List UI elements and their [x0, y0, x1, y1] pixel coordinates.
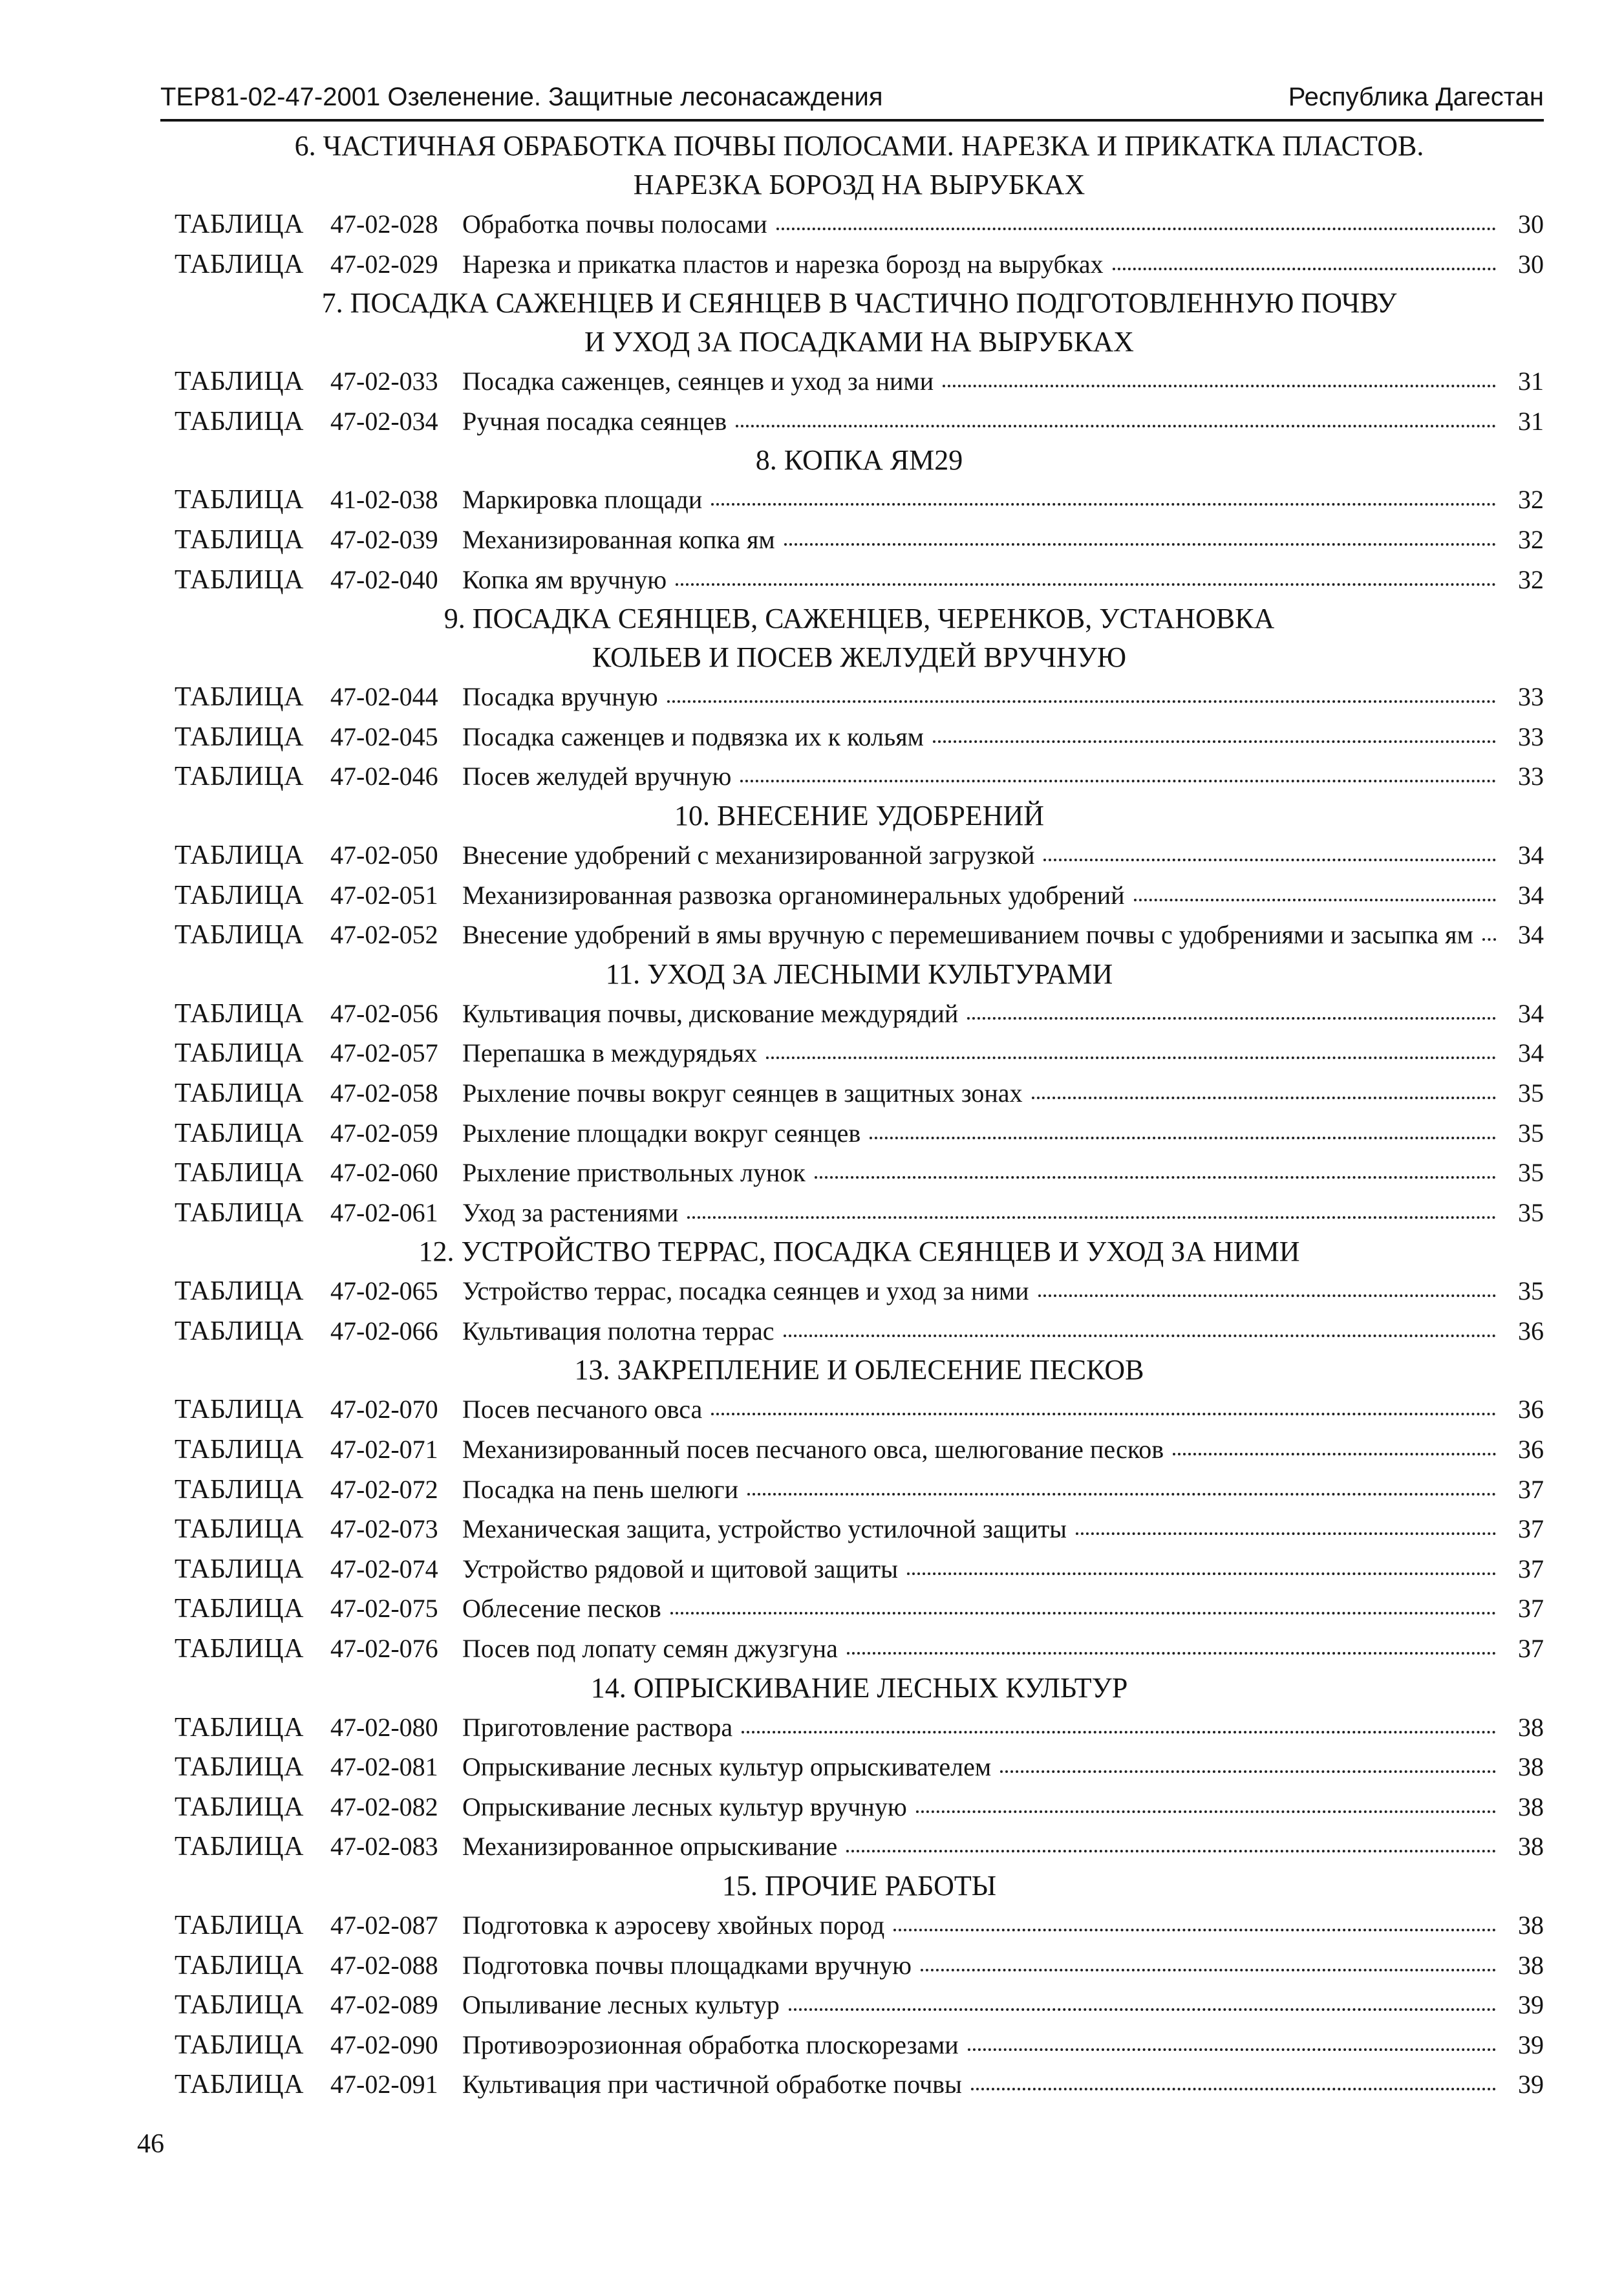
entry-table-code: 47-02-056	[330, 998, 438, 1028]
entry-table-code: 47-02-081	[330, 1752, 438, 1782]
entry-title-cell	[462, 1113, 1505, 1153]
entry-label: ТАБЛИЦА	[175, 1078, 304, 1108]
dot-leader	[1113, 266, 1496, 270]
toc-entry	[175, 756, 1544, 797]
entry-page-number: 34	[1518, 998, 1544, 1028]
entry-page-number: 39	[1518, 2030, 1544, 2059]
entry-label: ТАБЛИЦА	[175, 2070, 304, 2100]
entry-page-number: 37	[1518, 1594, 1544, 1624]
entry-title-cell	[462, 915, 1505, 955]
entry-title-cell	[462, 2025, 1505, 2065]
dot-leader	[676, 582, 1496, 586]
section-heading-line: НАРЕЗКА БОРОЗД НА ВЫРУБКАХ	[633, 169, 1085, 200]
dot-leader	[789, 2007, 1496, 2011]
entry-label: ТАБЛИЦА	[175, 1316, 304, 1346]
entry-page-number: 36	[1518, 1395, 1544, 1424]
entry-page-number: 34	[1518, 920, 1544, 950]
entry-title-cell	[462, 1827, 1505, 1867]
entry-table-code: 47-02-050	[330, 840, 438, 870]
toc-entry	[175, 1470, 1544, 1510]
toc-entry	[175, 875, 1544, 916]
dot-leader	[1173, 1452, 1496, 1455]
entry-title: Механическая защита, устройство устилочной защиты	[462, 1514, 1067, 1544]
entry-title-cell	[462, 1787, 1505, 1827]
entry-title: Механизированная копка ям	[462, 524, 775, 554]
entry-table-code: 47-02-075	[330, 1594, 438, 1624]
entry-page-number: 34	[1518, 880, 1544, 910]
entry-title: Культивация при частичной обработке почвы	[462, 2070, 962, 2099]
entry-title: Рыхление площадки вокруг сеянцев	[462, 1118, 861, 1148]
toc-entry	[175, 204, 1544, 244]
entry-title-cell	[462, 1708, 1505, 1748]
entry-title: Посев желудей вручную	[462, 762, 732, 791]
entry-table-code: 47-02-083	[330, 1832, 438, 1861]
entry-page-number: 37	[1518, 1634, 1544, 1664]
entry-title-cell	[462, 520, 1505, 560]
entry-title: Опрыскивание лесных культур вручную	[462, 1792, 907, 1821]
entry-title-cell	[462, 875, 1505, 916]
entry-label: ТАБЛИЦА	[175, 564, 304, 595]
dot-leader	[670, 1611, 1496, 1614]
entry-table-code: 47-02-046	[330, 762, 438, 791]
entry-title-cell	[462, 2065, 1505, 2105]
entry-table-code: 47-02-065	[330, 1276, 438, 1306]
entry-page-number: 35	[1518, 1118, 1544, 1148]
dot-leader	[933, 739, 1496, 743]
section-heading-line: 9. ПОСАДКА СЕЯНЦЕВ, САЖЕНЦЕВ, ЧЕРЕНКОВ, УСТАНОВКА	[443, 603, 1275, 635]
entry-table-code: 47-02-076	[330, 1634, 438, 1664]
toc-entry	[175, 1509, 1544, 1549]
entry-table-code: 47-02-066	[330, 1316, 438, 1346]
entry-title: Посадка на пень шелюги	[462, 1474, 738, 1504]
entry-title-cell	[462, 244, 1505, 284]
dot-leader	[1000, 1769, 1496, 1773]
dot-leader	[687, 1215, 1496, 1219]
entry-table-code: 47-02-074	[330, 1554, 438, 1583]
toc-entry	[175, 402, 1544, 442]
entry-table-code: 47-02-072	[330, 1474, 438, 1504]
entry-title: Посадка вручную	[462, 682, 658, 712]
section-heading	[175, 955, 1544, 994]
entry-label: ТАБЛИЦА	[175, 1712, 304, 1743]
entry-title: Внесение удобрений в ямы вручную с перемешиванием почвы с удобрениями и засыпка ям	[462, 920, 1473, 950]
entry-title-cell	[462, 717, 1505, 757]
entry-label: ТАБЛИЦА	[175, 406, 304, 436]
entry-page-number: 35	[1518, 1078, 1544, 1108]
entry-title: Перепашка в междурядьях	[462, 1038, 758, 1068]
toc-entry	[175, 677, 1544, 717]
entry-title: Посадка саженцев, сеянцев и уход за ними	[462, 367, 934, 396]
entry-page-number: 38	[1518, 1792, 1544, 1821]
entry-title-cell	[462, 560, 1505, 600]
table-of-contents	[175, 127, 1544, 2105]
entry-label: ТАБЛИЦА	[175, 1990, 304, 2021]
entry-page-number: 38	[1518, 1712, 1544, 1742]
entry-page-number: 37	[1518, 1514, 1544, 1544]
entry-title-cell	[462, 1549, 1505, 1589]
entry-page-number: 32	[1518, 524, 1544, 554]
entry-label: ТАБЛИЦА	[175, 485, 304, 515]
entry-title-cell	[462, 1905, 1505, 1946]
entry-title: Опрыскивание лесных культур опрыскивателем	[462, 1752, 992, 1782]
entry-label: ТАБЛИЦА	[175, 524, 304, 555]
entry-title-cell	[462, 1193, 1505, 1233]
section-heading	[175, 1669, 1544, 1708]
toc-entry	[175, 994, 1544, 1034]
entry-table-code: 47-02-089	[330, 1990, 438, 2020]
toc-entry	[175, 560, 1544, 600]
entry-table-code: 47-02-052	[330, 920, 438, 950]
entry-title: Культивация полотна террас	[462, 1316, 775, 1346]
toc-entry	[175, 1946, 1544, 1986]
entry-page-number: 38	[1518, 1832, 1544, 1861]
section-heading-line: 6. ЧАСТИЧНАЯ ОБРАБОТКА ПОЧВЫ ПОЛОСАМИ. НАРЕЗКА И ПРИКАТКА ПЛАСТОВ.	[294, 130, 1424, 162]
dot-leader	[968, 2047, 1496, 2051]
entry-page-number: 39	[1518, 2070, 1544, 2099]
toc-entry	[175, 1747, 1544, 1787]
section-heading-line: 10. ВНЕСЕНИЕ УДОБРЕНИЙ	[674, 799, 1045, 831]
toc-entry	[175, 1113, 1544, 1153]
section-heading	[175, 1867, 1544, 1905]
entry-title: Механизированное опрыскивание	[462, 1832, 838, 1861]
toc-entry	[175, 717, 1544, 757]
entry-title-cell	[462, 835, 1505, 875]
entry-title: Устройство рядовой и щитовой защиты	[462, 1554, 898, 1583]
entry-table-code: 47-02-071	[330, 1435, 438, 1464]
dot-leader	[846, 1849, 1496, 1852]
section-heading	[175, 284, 1544, 361]
entry-title-cell	[462, 1430, 1505, 1470]
section-heading-line: 12. УСТРОЙСТВО ТЕРРАС, ПОСАДКА СЕЯНЦЕВ И УХОД ЗА НИМИ	[418, 1236, 1300, 1268]
entry-label: ТАБЛИЦА	[175, 1514, 304, 1545]
dot-leader	[667, 699, 1496, 703]
toc-entry	[175, 1389, 1544, 1430]
running-header	[160, 83, 1544, 120]
entry-page-number: 39	[1518, 1990, 1544, 2020]
section-heading	[175, 797, 1544, 835]
entry-label: ТАБЛИЦА	[175, 998, 304, 1029]
dot-leader	[1038, 1293, 1496, 1297]
entry-table-code: 47-02-087	[330, 1911, 438, 1940]
entry-page-number: 38	[1518, 1950, 1544, 1980]
entry-table-code: 47-02-058	[330, 1078, 438, 1108]
entry-title-cell	[462, 1073, 1505, 1113]
entry-label: ТАБЛИЦА	[175, 1038, 304, 1069]
entry-page-number: 35	[1518, 1276, 1544, 1306]
toc-entry	[175, 1589, 1544, 1629]
entry-page-number: 33	[1518, 682, 1544, 712]
entry-title: Посев под лопату семян джузгуна	[462, 1634, 838, 1664]
section-heading-line: 15. ПРОЧИЕ РАБОТЫ	[721, 1870, 997, 1902]
section-heading	[175, 1351, 1544, 1389]
entry-page-number: 32	[1518, 564, 1544, 594]
entry-title: Приготовление раствора	[462, 1712, 733, 1742]
toc-entry	[175, 361, 1544, 402]
entry-page-number: 35	[1518, 1158, 1544, 1188]
entry-label: ТАБЛИЦА	[175, 1474, 304, 1505]
entry-page-number: 32	[1518, 485, 1544, 515]
section-heading-line: 7. ПОСАДКА САЖЕНЦЕВ И СЕЯНЦЕВ В ЧАСТИЧНО ПОДГОТОВЛЕННУЮ ПОЧВУ	[321, 287, 1397, 319]
toc-entry	[175, 1033, 1544, 1073]
dot-leader	[907, 1571, 1496, 1575]
dot-leader	[943, 383, 1496, 387]
entry-label: ТАБЛИЦА	[175, 249, 304, 279]
entry-title: Подготовка к аэросеву хвойных пород	[462, 1911, 885, 1940]
dot-leader	[1482, 937, 1496, 941]
entry-table-code: 47-02-040	[330, 564, 438, 594]
toc-entry	[175, 1787, 1544, 1827]
toc-entry	[175, 520, 1544, 560]
entry-page-number: 37	[1518, 1554, 1544, 1583]
section-heading-line: И УХОД ЗА ПОСАДКАМИ НА ВЫРУБКАХ	[584, 326, 1134, 358]
entry-label: ТАБЛИЦА	[175, 1911, 304, 1940]
dot-leader	[776, 226, 1496, 230]
dot-leader	[711, 502, 1496, 506]
entry-label: ТАБЛИЦА	[175, 1276, 304, 1307]
entry-table-code: 47-02-029	[330, 249, 438, 279]
toc-entry	[175, 2065, 1544, 2105]
dot-leader	[921, 1968, 1496, 1971]
dot-leader	[971, 2086, 1496, 2090]
entry-title: Нарезка и прикатка пластов и нарезка борозд на вырубках	[462, 249, 1104, 279]
dot-leader	[711, 1411, 1496, 1415]
entry-title: Механизированный посев песчаного овса, шелюгование песков	[462, 1435, 1164, 1464]
entry-title: Посев песчаного овса	[462, 1395, 703, 1424]
entry-table-code: 47-02-060	[330, 1158, 438, 1188]
entry-label: ТАБЛИЦА	[175, 1395, 304, 1425]
dot-leader	[766, 1055, 1496, 1059]
header-document-title: ТЕР81-02-47-2001 Озеленение. Защитные лесонасаждения	[160, 83, 883, 111]
dot-leader	[747, 1492, 1496, 1496]
entry-table-code: 41-02-038	[330, 485, 438, 515]
entry-title: Подготовка почвы площадками вручную	[462, 1950, 912, 1980]
entry-title: Внесение удобрений с механизированной загрузкой	[462, 840, 1035, 870]
entry-page-number: 36	[1518, 1435, 1544, 1464]
entry-title-cell	[462, 677, 1505, 717]
entry-title-cell	[462, 1153, 1505, 1193]
entry-label: ТАБЛИЦА	[175, 1118, 304, 1148]
entry-page-number: 38	[1518, 1911, 1544, 1940]
toc-entry	[175, 1985, 1544, 2025]
entry-page-number: 30	[1518, 249, 1544, 279]
toc-entry	[175, 1193, 1544, 1233]
toc-entry	[175, 1549, 1544, 1589]
section-heading-line: КОЛЬЕВ И ПОСЕВ ЖЕЛУДЕЙ ВРУЧНУЮ	[592, 641, 1127, 674]
entry-table-code: 47-02-034	[330, 406, 438, 436]
entry-title: Культивация почвы, дискование междурядий	[462, 998, 959, 1028]
toc-entry	[175, 1271, 1544, 1311]
entry-title: Механизированная развозка органоминеральных удобрений	[462, 880, 1125, 910]
entry-title: Посадка саженцев и подвязка их к кольям	[462, 722, 924, 751]
entry-page-number: 36	[1518, 1316, 1544, 1346]
entry-title: Облесение песков	[462, 1594, 661, 1624]
entry-table-code: 47-02-045	[330, 722, 438, 751]
entry-title: Противоэрозионная обработка плоскорезами	[462, 2030, 959, 2059]
section-heading-line: 13. ЗАКРЕПЛЕНИЕ И ОБЛЕСЕНИЕ ПЕСКОВ	[574, 1354, 1144, 1386]
toc-entry	[175, 1430, 1544, 1470]
entry-table-code: 47-02-080	[330, 1712, 438, 1742]
entry-title: Рыхление приствольных лунок	[462, 1158, 806, 1188]
toc-entry	[175, 1708, 1544, 1748]
dot-leader	[784, 542, 1496, 546]
entry-label: ТАБЛИЦА	[175, 762, 304, 792]
page-number: 46	[137, 2129, 164, 2159]
toc-entry	[175, 1905, 1544, 1946]
entry-label: ТАБЛИЦА	[175, 1594, 304, 1624]
entry-page-number: 35	[1518, 1197, 1544, 1227]
entry-title: Уход за растениями	[462, 1197, 679, 1227]
dot-leader	[784, 1333, 1497, 1337]
entry-title: Рыхление почвы вокруг сеянцев в защитных зонах	[462, 1078, 1023, 1108]
entry-table-code: 47-02-044	[330, 682, 438, 712]
dot-leader	[847, 1651, 1496, 1655]
entry-page-number: 33	[1518, 762, 1544, 791]
entry-label: ТАБЛИЦА	[175, 1197, 304, 1228]
entry-table-code: 47-02-028	[330, 209, 438, 239]
dot-leader	[815, 1175, 1496, 1179]
entry-label: ТАБЛИЦА	[175, 682, 304, 713]
entry-table-code: 47-02-070	[330, 1395, 438, 1424]
section-heading	[175, 441, 1544, 480]
entry-table-code: 47-02-088	[330, 1950, 438, 1980]
section-heading-line: 8. КОПКА ЯМ29	[755, 444, 963, 477]
entry-title-cell	[462, 402, 1505, 442]
entry-page-number: 34	[1518, 1038, 1544, 1068]
entry-label: ТАБЛИЦА	[175, 1950, 304, 1980]
entry-table-code: 47-02-082	[330, 1792, 438, 1821]
section-heading	[175, 127, 1544, 204]
entry-label: ТАБЛИЦА	[175, 1554, 304, 1584]
entry-table-code: 47-02-033	[330, 367, 438, 396]
entry-title-cell	[462, 1629, 1505, 1669]
dot-leader	[916, 1809, 1496, 1813]
toc-entry	[175, 480, 1544, 520]
header-region: Республика Дагестан	[1288, 83, 1544, 111]
entry-label: ТАБЛИЦА	[175, 1792, 304, 1822]
entry-table-code: 47-02-090	[330, 2030, 438, 2059]
entry-title-cell	[462, 1509, 1505, 1549]
entry-table-code: 47-02-057	[330, 1038, 438, 1068]
entry-label: ТАБЛИЦА	[175, 1752, 304, 1783]
entry-title-cell	[462, 1389, 1505, 1430]
toc-entry	[175, 915, 1544, 955]
section-heading	[175, 599, 1544, 677]
entry-title-cell	[462, 1747, 1505, 1787]
entry-label: ТАБЛИЦА	[175, 367, 304, 397]
entry-title-cell	[462, 994, 1505, 1034]
toc-entry	[175, 835, 1544, 875]
toc-entry	[175, 1153, 1544, 1193]
entry-title-cell	[462, 1033, 1505, 1073]
toc-entry	[175, 1311, 1544, 1351]
entry-title: Копка ям вручную	[462, 564, 667, 594]
entry-label: ТАБЛИЦА	[175, 840, 304, 870]
entry-table-code: 47-02-039	[330, 524, 438, 554]
toc-entry	[175, 1827, 1544, 1867]
section-heading-line: 14. ОПРЫСКИВАНИЕ ЛЕСНЫХ КУЛЬТУР	[590, 1671, 1128, 1704]
entry-label: ТАБЛИЦА	[175, 1435, 304, 1465]
entry-title: Опыливание лесных культур	[462, 1990, 780, 2020]
entry-page-number: 38	[1518, 1752, 1544, 1782]
entry-label: ТАБЛИЦА	[175, 722, 304, 752]
dot-leader	[1134, 897, 1496, 901]
entry-table-code: 47-02-061	[330, 1197, 438, 1227]
entry-table-code: 47-02-091	[330, 2070, 438, 2099]
entry-page-number: 37	[1518, 1474, 1544, 1504]
toc-entry	[175, 1073, 1544, 1113]
header-rule	[160, 119, 1544, 122]
dot-leader	[736, 424, 1496, 427]
entry-title-cell	[462, 1946, 1505, 1986]
entry-page-number: 31	[1518, 367, 1544, 396]
entry-page-number: 31	[1518, 406, 1544, 436]
entry-table-code: 47-02-059	[330, 1118, 438, 1148]
entry-title-cell	[462, 1589, 1505, 1629]
entry-page-number: 34	[1518, 840, 1544, 870]
entry-label: ТАБЛИЦА	[175, 880, 304, 910]
entry-page-number: 30	[1518, 209, 1544, 239]
entry-title-cell	[462, 756, 1505, 797]
entry-table-code: 47-02-051	[330, 880, 438, 910]
entry-title: Ручная посадка сеянцев	[462, 406, 727, 436]
dot-leader	[870, 1135, 1496, 1139]
dot-leader	[1032, 1095, 1496, 1099]
toc-entry	[175, 2025, 1544, 2065]
dot-leader	[740, 778, 1496, 782]
entry-title: Устройство террас, посадка сеянцев и уход за ними	[462, 1276, 1029, 1306]
entry-label: ТАБЛИЦА	[175, 920, 304, 950]
entry-title-cell	[462, 204, 1505, 244]
toc-entry	[175, 1629, 1544, 1669]
entry-title-cell	[462, 1985, 1505, 2025]
dot-leader	[967, 1016, 1496, 1020]
entry-title-cell	[462, 480, 1505, 520]
entry-label: ТАБЛИЦА	[175, 1634, 304, 1664]
entry-label: ТАБЛИЦА	[175, 2030, 304, 2060]
section-heading-line: 11. УХОД ЗА ЛЕСНЫМИ КУЛЬТУРАМИ	[605, 958, 1113, 990]
entry-label: ТАБЛИЦА	[175, 209, 304, 239]
entry-title-cell	[462, 1470, 1505, 1510]
entry-title-cell	[462, 361, 1505, 402]
dot-leader	[893, 1927, 1496, 1931]
entry-title: Обработка почвы полосами	[462, 209, 767, 239]
dot-leader	[742, 1730, 1496, 1733]
entry-title-cell	[462, 1311, 1505, 1351]
entry-label: ТАБЛИЦА	[175, 1158, 304, 1188]
dot-leader	[1076, 1531, 1496, 1535]
dot-leader	[1043, 857, 1496, 861]
section-heading	[175, 1232, 1544, 1271]
entry-label: ТАБЛИЦА	[175, 1832, 304, 1862]
entry-title-cell	[462, 1271, 1505, 1311]
entry-table-code: 47-02-073	[330, 1514, 438, 1544]
entry-page-number: 33	[1518, 722, 1544, 751]
entry-title: Маркировка площади	[462, 485, 703, 515]
toc-entry	[175, 244, 1544, 284]
